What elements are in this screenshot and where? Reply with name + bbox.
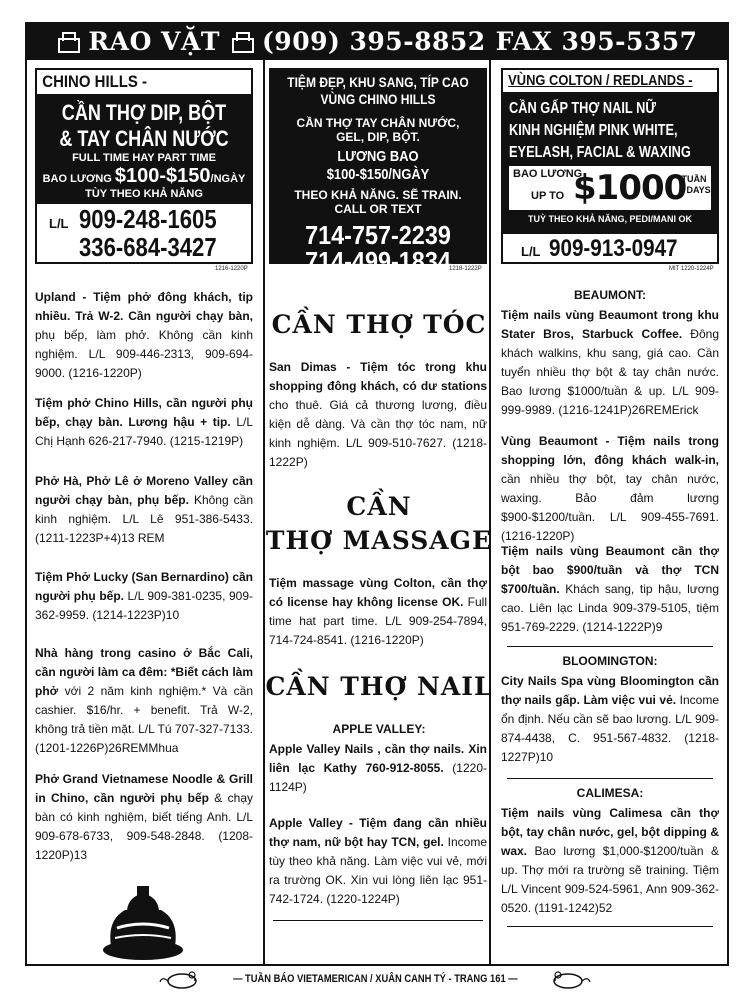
ad-chino-hills (35, 68, 253, 264)
phone-number: 336-684-3427 (79, 232, 217, 262)
listing (269, 574, 487, 650)
ad-line: & TAY CHÂN NƯỚC (59, 126, 229, 151)
listing-lead: San Dimas - Tiệm tóc trong khu shopping đông khách, có dư stations (269, 360, 487, 393)
listing (35, 770, 253, 865)
region-heading: BEAUMONT: (574, 288, 646, 302)
listing (35, 394, 253, 451)
phone-number: 714-757-2239 (305, 220, 451, 250)
listing-lead: Phở Grand Vietnamese Noodle & Grill in Chino, cần người phụ bếp (35, 772, 253, 805)
ad-line: CẦN THỢ DIP, BỘT (61, 100, 227, 125)
mouse-icon (158, 968, 202, 990)
region-heading: BLOOMINGTON: (562, 654, 658, 668)
listing (35, 644, 253, 758)
region-heading: APPLE VALLEY: (332, 722, 426, 736)
listing-lead: Phở Hà, Phở Lê ở Moreno Valley cần người chạy bàn, phụ bếp. (35, 474, 253, 507)
listing-body: Income ổn định. Nếu cần sẽ bao lương. L/L 909-874-4438, C. 951-567-4832. (1218-1227P)10 (501, 693, 719, 764)
fax-machine-icon (230, 31, 252, 51)
ad-line: EYELASH, FACIAL & WAXING (509, 144, 691, 161)
salary-period-week: /TUẦN (679, 174, 707, 184)
ad-line: TIỆM ĐẸP, KHU SANG, TÍP CAO (287, 74, 469, 90)
listing-body: cho thuê. Giá cả thương lương, điều kiện dễ dàng. Và cần thợ tóc nam, nữ kinh nghiệm. L/L 909-510-7627. (1218-1222P) (269, 398, 487, 469)
ll-label: L/L (521, 244, 541, 259)
listing-lead: Tiệm Phở Lucky (San Bernardino) cần người phụ bếp. (35, 570, 253, 603)
ad-line: FULL TIME HAY PART TIME (72, 152, 216, 164)
section-title-massage: CẦN (346, 492, 412, 521)
listing-body: Không cần kinh nghiệm. L/L Lê 951-386-5433. (1211-1223P+4)13 REM (35, 493, 254, 545)
ad-line: CẦN GẤP THỢ NAIL NỮ (509, 100, 656, 117)
ad-line: GEL, DIP, BỘT. (336, 130, 420, 144)
listing-body: Full time hat part time. L/L 909-254-7894, 714-724-8541. (1216-1220P) (269, 595, 487, 647)
section-title-nail: CẦN THỢ NAIL (265, 672, 493, 701)
column-right (493, 60, 727, 966)
listing-body: với 2 năm kinh nghiệm.* Và cần cashier. $16/hr. + benefit. Trả W-2, không trả tiền mặt. L/L Tú 707-327-7133. (1201-1226P)26REMMhua (35, 684, 253, 755)
salary-suffix: /NGÀY (210, 173, 246, 185)
salary-prefix: BAO LƯƠNG (513, 168, 583, 180)
ad-line: VÙNG CHINO HILLS (320, 91, 436, 107)
masthead-title: RAO VẶT (88, 26, 220, 56)
listing-lead: City Nails Spa vùng Bloomington cần thợ nails gấp. Làm việc vui vẻ. (501, 674, 719, 707)
listing-body: cần nhiều thợ bột, tay chân nước, waxing. Bảo đảm lương $900-$1200/tuần. L/L 909-455-7691. (1216-1220P) (501, 472, 719, 543)
listing (501, 432, 719, 546)
ad-line: CẦN THỢ TAY CHÂN NƯỚC, (296, 116, 460, 130)
ad-salary (509, 166, 711, 210)
listing-lead: Tiệm phở Chino Hills, cần người phụ bếp, chạy bàn. Lương hậu + tip. (35, 396, 253, 429)
listing-body: & chạy bàn có kinh nghiệm, biết tiếng Anh. L/L 909-678-6733, 909-548-2848. (1208-1220P)13 (35, 791, 253, 862)
listing-lead: Apple Valley Nails , cần thợ nails. Xin liên lạc Kathy 760-912-8055. (269, 742, 487, 775)
listing-body: Bao lương $1,000-$1200/tuần & up. Thợ mới ra trường sẽ training. Tiệm L/L Vincent 909-524-5961, Ann 909-362-0520. (1191-1242)52 (501, 844, 719, 915)
listing (501, 306, 719, 420)
masthead-phone: (909) 395-8852 (261, 26, 486, 56)
ad-line: CALL OR TEXT (334, 202, 422, 216)
ad-salary: LƯƠNG BAO $100-$150/NGÀY (326, 148, 430, 183)
listing-lead: Nhà hàng trong casino ở Bắc Cali, cần người làm ca đêm: *Biết cách làm phở (35, 646, 253, 698)
salary-prefix: BAO LƯƠNG (42, 173, 112, 185)
ll-label: L/L (49, 216, 69, 231)
listing (501, 804, 719, 918)
listing (269, 358, 487, 472)
listing-body: Income tùy theo khả năng. Làm việc vui vẻ, mới ra trường OK. Xin vui lòng liên lạc 951-742-1724. (1220-1224P) (269, 835, 488, 906)
ad-header: CHINO HILLS - (42, 72, 147, 91)
phone-number: 714-499-1834 (305, 246, 451, 276)
footer-text: — TUẦN BÁO VIETAMERICAN / XUÂN CANH TÝ - TRANG 161 — (232, 973, 518, 985)
divider (507, 646, 713, 647)
listing-body: Khách sang, tip hậu, lương cao. Liên lạc Linda 909-379-5105, tiệm 951-769-2229. (1214-1222P)9 (501, 582, 719, 634)
masthead-fax: FAX 395-5357 (495, 26, 698, 56)
page-footer (0, 966, 750, 992)
masthead (25, 22, 729, 60)
fax-machine-icon (56, 31, 78, 51)
salary-amount: $100-$150 (114, 165, 211, 187)
salary-amount: $1000 (573, 168, 687, 208)
listing (501, 542, 719, 637)
ad-phones (503, 234, 717, 264)
ad-phones (37, 204, 251, 262)
region-heading: CALIMESA: (576, 786, 644, 800)
listing (35, 472, 253, 548)
divider (507, 926, 713, 927)
phone-number: 909-248-1605 (79, 204, 217, 234)
ad-line: THEO KHẢ NĂNG. SẼ TRAIN. (294, 188, 462, 202)
listing (35, 568, 253, 625)
divider (507, 778, 713, 779)
column-middle (263, 60, 491, 966)
clay-pot-icon (97, 880, 189, 962)
listing-lead: Vùng Beaumont - Tiệm nails trong shopping lớn, đông khách walk-in, (501, 434, 719, 467)
divider (273, 920, 483, 921)
ad-line: KINH NGHIỆM PINK WHITE, (509, 122, 678, 139)
listing-body: (1220-1124P) (269, 761, 487, 794)
ad-body (503, 92, 717, 234)
listing-body: L/L Chị Hạnh 626-217-7940. (1215-1219P) (35, 415, 253, 448)
listing (501, 672, 719, 767)
ad-salary (37, 165, 251, 188)
salary-period (679, 174, 711, 196)
ad-line: TÙY THEO KHẢ NĂNG (85, 188, 203, 200)
listing-lead: Tiệm massage vùng Colton, cần thợ có license hay không license OK. (269, 576, 487, 609)
phone-number: 909-913-0947 (549, 235, 678, 262)
listing (269, 814, 487, 909)
listing-lead: Tiệm nails vùng Calimesa cần thợ bột, tay chân nước, gel, bột dipping & wax. (501, 806, 719, 858)
section-title-massage: THỢ MASSAGE (265, 526, 493, 555)
mouse-icon (548, 968, 592, 990)
ad-line: TUỲ THEO KHẢ NĂNG, PEDI/MANI OK (527, 214, 692, 224)
listing-lead: Apple Valley - Tiệm đang cần nhiều thợ nam, nữ bột hay TCN, gel. (269, 816, 487, 849)
ad-colton-redlands (501, 68, 719, 264)
ad-code: MIT 1220-1224P (669, 266, 714, 272)
ad-code: 1218-1222P (449, 266, 482, 272)
listing-body: Đông khách walkins, khu sang, giá cao. Cần tuyển nhiều thợ bột & tay chân nước. Bao lương $1000/tuần & up. L/L 909-999-9989. (1216-1241P)26REMErick (501, 327, 719, 417)
salary-upto: UP TO (531, 190, 565, 202)
listing-body: phụ bếp, làm phở. Không cần kinh nghiệm. L/L 909-446-2313, 909-694-9000. (1216-1220P) (35, 328, 253, 380)
salary-period-days: 6 DAYS (679, 185, 711, 195)
listing-body: L/L 909-381-0235, 909-362-9959. (1214-1223P)10 (35, 589, 253, 622)
section-title-hair: CẦN THỢ TÓC (271, 310, 487, 339)
column-left (27, 60, 261, 966)
listing-lead: Tiệm nails vùng Beaumont trong khu Stater Bros, Starbuck Coffee. (501, 308, 719, 341)
listing (35, 288, 253, 383)
listing-lead: Tiệm nails vùng Beaumont cần thợ bột bao $900/tuần và thợ TCN $700/tuần. (501, 544, 719, 596)
listing (269, 740, 487, 797)
ad-body (37, 94, 251, 204)
ad-code: 1216-1220P (215, 266, 248, 272)
listing-lead: Upland - Tiệm phở đông khách, tip nhiều. Trả W-2. Cần người chạy bàn, (35, 290, 253, 323)
ad-header: VÙNG COLTON / REDLANDS - (508, 72, 693, 89)
